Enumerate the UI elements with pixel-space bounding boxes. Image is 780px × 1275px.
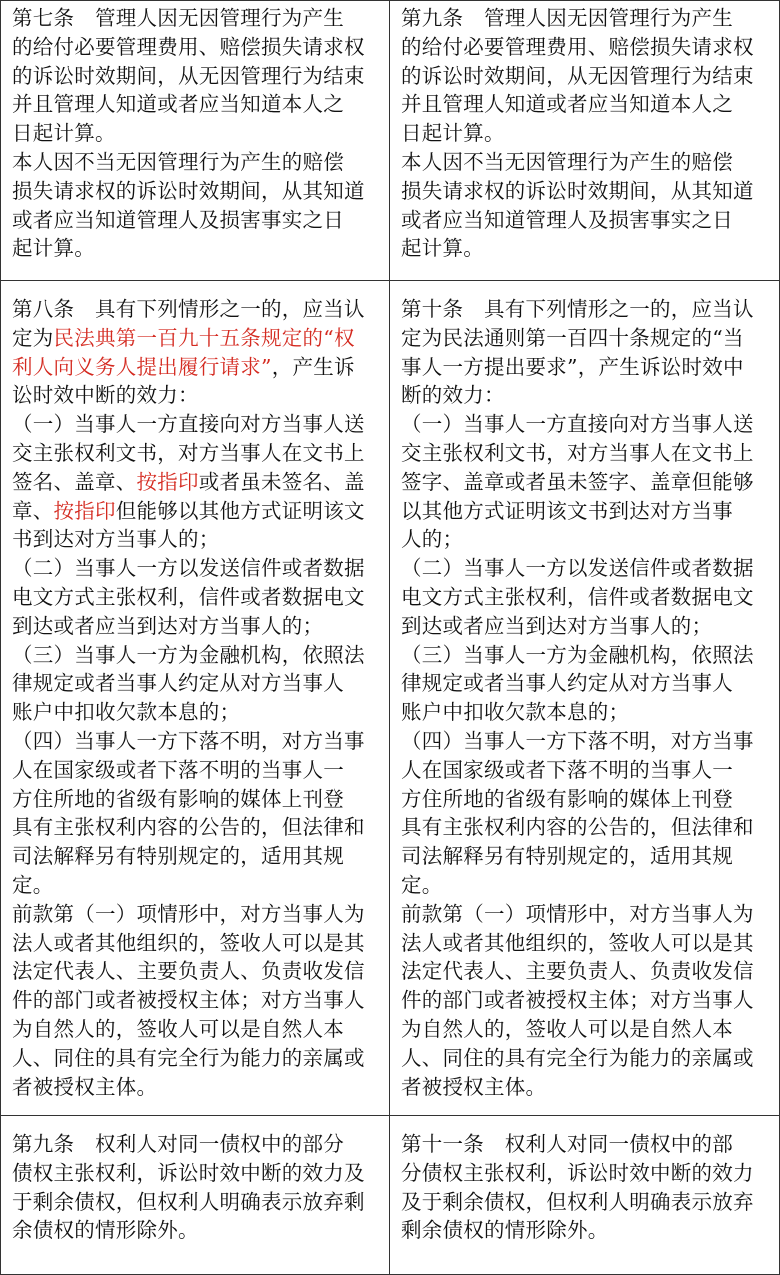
- list-item: [12, 410, 381, 554]
- text-run: 或者虽未签名、盖 章、: [12, 469, 365, 523]
- right-cell-article-9: [390, 1, 780, 281]
- paragraph: 第十条 具有下列情形之一的，应当认 定为民法通则第一百四十条规定的“当 事人一方提出要求”，产生诉讼时效中 断的效力：: [401, 297, 754, 408]
- paragraph: 前款第（一）项情形中，对方当事人为 法人或者其他组织的，签收人可以是其 法定代表人、主要负责人、负责收发信 件的部门或者被授权主体；对方当事人 为自然人的，签收人可以是自然人本 人、同住的具有完全行为能力的亲属或 者被授权主体。: [12, 901, 365, 1099]
- list-item: （四）当事人一方下落不明，对方当事 人在国家级或者下落不明的当事人一 方住所地的省级有影响的媒体上刊登 具有主张权利内容的公告的，但法律和 司法解释另有特别规定的，适用其规 定。: [401, 728, 754, 897]
- list-item: （二）当事人一方以发送信件或者数据 电文方式主张权利，信件或者数据电文 到达或者应当到达对方当事人的；: [401, 556, 754, 638]
- paragraph: [12, 295, 381, 410]
- text-run: ，产生诉 讼时效中断的效力：: [12, 354, 355, 408]
- left-cell-article-7: [1, 1, 390, 281]
- highlighted-text: 按指印: [136, 469, 199, 494]
- paragraph: 第九条 权利人对同一债权中的部分 债权主张权利，诉讼时效中断的效力及 于剩余债权，但权利人明确表示放弃剩 余债权的情形除外。: [12, 1132, 365, 1243]
- list-item: （三）当事人一方为金融机构，依照法 律规定或者当事人约定从对方当事人 账户中扣收欠款本息的；: [401, 642, 754, 725]
- left-cell-article-8: [1, 281, 390, 1116]
- paragraph: 第十一条 权利人对同一债权中的部 分债权主张权利，诉讼时效中断的效力 及于剩余债权，但权利人明确表示放弃 剩余债权的情形除外。: [401, 1132, 754, 1243]
- highlighted-text: 民法典第一百九十五条规定的“权 利人向义务人提出履行请求”: [12, 325, 355, 379]
- paragraph: 第九条 管理人因无因管理行为产生 的给付必要管理费用、赔偿损失请求权 的诉讼时效期间，从无因管理行为结束 并且管理人知道或者应当知道本人之 日起计算。: [401, 6, 754, 146]
- right-cell-article-10: [390, 281, 780, 1116]
- list-item: （二）当事人一方以发送信件或者数据 电文方式主张权利，信件或者数据电文 到达或者应当到达对方当事人的；: [12, 556, 365, 638]
- right-cell-article-11: [390, 1116, 780, 1275]
- left-cell-article-9: [1, 1116, 390, 1275]
- text-run: 第八条 具有下列情形之一的，应当认 定为: [12, 297, 365, 350]
- highlighted-text: 按指印: [53, 498, 116, 523]
- text-run: 但能够以其他方式证明该文 书到达对方当事人的；: [12, 498, 365, 552]
- paragraph: 前款第（一）项情形中，对方当事人为 法人或者其他组织的，签收人可以是其 法定代表人、主要负责人、负责收发信 件的部门或者被授权主体；对方当事人 为自然人的，签收人可以是自然人本 人、同住的具有完全行为能力的亲属或 者被授权主体。: [401, 901, 754, 1099]
- list-item: （四）当事人一方下落不明，对方当事 人在国家级或者下落不明的当事人一 方住所地的省级有影响的媒体上刊登 具有主张权利内容的公告的，但法律和 司法解释另有特别规定的，适用其规 定。: [12, 728, 365, 897]
- table-row: [1, 1, 780, 281]
- text-run: （一）当事人一方直接向对方当事人送 交主张权利文书，对方当事人在文书上 签名、盖章、: [12, 412, 365, 494]
- table-row: [1, 281, 780, 1116]
- list-item: （三）当事人一方为金融机构，依照法 律规定或者当事人约定从对方当事人 账户中扣收欠款本息的；: [12, 642, 365, 725]
- paragraph: 本人因不当无因管理行为产生的赔偿 损失请求权的诉讼时效期间，从其知道 或者应当知道管理人及损害事实之日 起计算。: [401, 149, 754, 261]
- table-row: [1, 1116, 780, 1275]
- paragraph: 第七条 管理人因无因管理行为产生 的给付必要管理费用、赔偿损失请求权 的诉讼时效期间，从无因管理行为结束 并且管理人知道或者应当知道本人之 日起计算。: [12, 6, 365, 146]
- paragraph: 本人因不当无因管理行为产生的赔偿 损失请求权的诉讼时效期间，从其知道 或者应当知道管理人及损害事实之日 起计算。: [12, 149, 365, 261]
- list-item: （一）当事人一方直接向对方当事人送 交主张权利文书，对方当事人在文书上 签字、盖章或者虽未签字、盖章但能够 以其他方式证明该文书到达对方当事 人的；: [401, 412, 754, 552]
